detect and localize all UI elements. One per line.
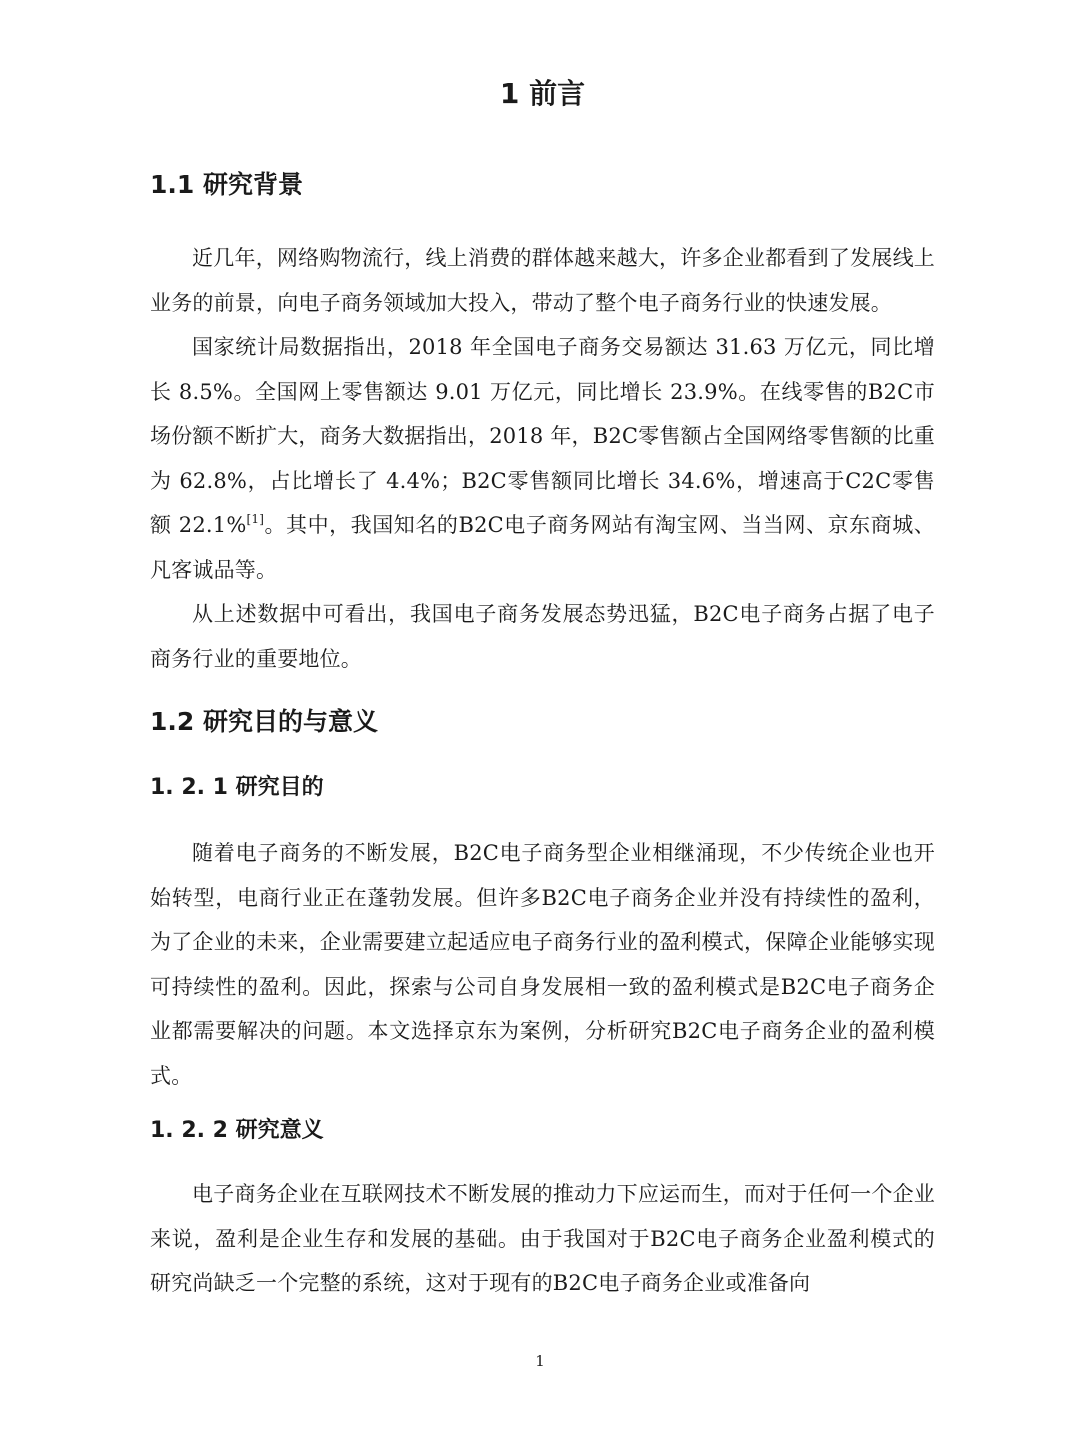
paragraph-background-3: 从上述数据中可看出，我国电子商务发展态势迅猛，B2C电子商务占据了电子商务行业的重要地位。 (150, 602, 935, 671)
chapter-title: 1 前言 (499, 77, 586, 110)
paragraph-significance: 电子商务企业在互联网技术不断发展的推动力下应运而生，而对于任何一个企业来说，盈利是企业生存和发展的基础。由于我国对于B2C电子商务企业盈利模式的研究尚缺乏一个完整的系统，这对于现有的B2C电子商务企业或准备向 (150, 1182, 935, 1295)
subsection-heading-1-2-1: 1. 2. 1 研究目的 (150, 775, 324, 800)
paragraph-background-1: 近几年，网络购物流行，线上消费的群体越来越大，许多企业都看到了发展线上业务的前景，向电子商务领域加大投入，带动了整个电子商务行业的快速发展。 (150, 246, 935, 315)
paragraph-background-2 (150, 325, 935, 592)
section-heading-1-1: 1.1 研究背景 (150, 170, 303, 199)
page-content (150, 68, 935, 1306)
subsection-heading-1-2-2: 1. 2. 2 研究意义 (150, 1118, 324, 1143)
paragraph-background-2-tail: 。其中，我国知名的B2C电子商务网站有淘宝网、当当网、京东商城、凡客诚品等。 (150, 513, 935, 582)
paragraph-background-2-text: 国家统计局数据指出，2018 年全国电子商务交易额达 31.63 万亿元，同比增长 8.5%。全国网上零售额达 9.01 万亿元，同比增长 23.9%。在线零售的B2C市场份额不断扩大，商务大数据指出，2018 年，B2C零售额占全国网络零售额的比重为 62.8%，占比增长了 4.4%；B2C零售额同比增长 34.6%，增速高于C2C零售额 22.1% (150, 335, 935, 537)
citation-ref: [1] (246, 512, 265, 526)
section-heading-1-2: 1.2 研究目的与意义 (150, 707, 378, 736)
paragraph-purpose: 随着电子商务的不断发展，B2C电子商务型企业相继涌现，不少传统企业也开始转型，电商行业正在蓬勃发展。但许多B2C电子商务企业并没有持续性的盈利，为了企业的未来，企业需要建立起适应电子商务行业的盈利模式，保障企业能够实现可持续性的盈利。因此，探索与公司自身发展相一致的盈利模式是B2C电子商务企业都需要解决的问题。本文选择京东为案例，分析研究B2C电子商务企业的盈利模式。 (150, 841, 935, 1088)
page-number: 1 (535, 1352, 545, 1370)
